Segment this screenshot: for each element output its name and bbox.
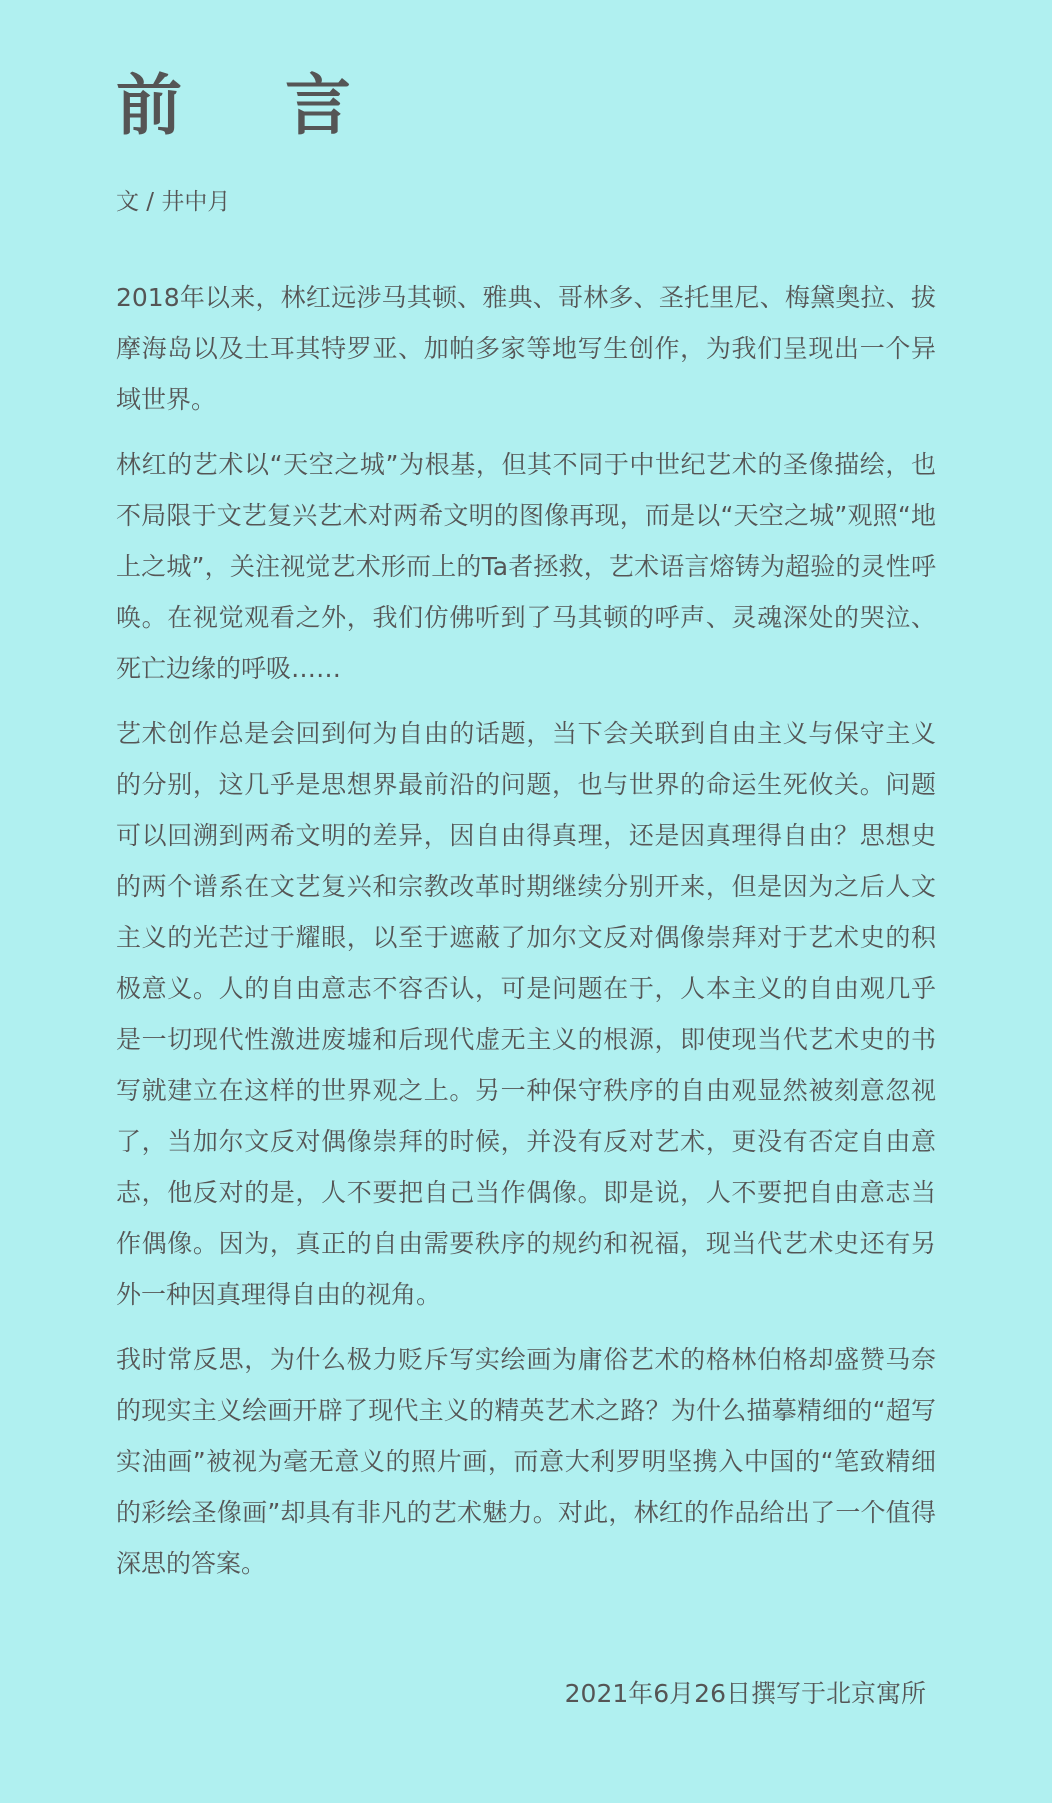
paragraph-1: 2018年以来，林红远涉马其顿、雅典、哥林多、圣托里尼、梅黛奥拉、拔摩海岛以及土耳其特罗亚、加帕多家等地写生创作，为我们呈现出一个异域世界。 — [116, 283, 936, 414]
paragraph-2: 林红的艺术以“天空之城”为根基，但其不同于中世纪艺术的圣像描绘，也不局限于文艺复兴艺术对两希文明的图像再现，而是以“天空之城”观照“地上之城”，关注视觉艺术形而上的Ta者拯救，艺术语言熔铸为超验的灵性呼唤。在视觉观看之外，我们仿佛听到了马其顿的呼声、灵魂深处的哭泣、死亡边缘的呼吸…… — [116, 450, 936, 683]
page-title: 前 言 — [116, 67, 391, 144]
paragraph-4: 我时常反思，为什么极力贬斥写实绘画为庸俗艺术的格林伯格却盛赞马奈的现实主义绘画开辟了现代主义的精英艺术之路？为什么描摹精细的“超写实油画”被视为毫无意义的照片画，而意大利罗明坚携入中国的“笔致精细的彩绘圣像画”却具有非凡的艺术魅力。对此，林红的作品给出了一个值得深思的答案。 — [116, 1345, 936, 1578]
article-body — [116, 272, 936, 1603]
date-signature: 2021年6月26日撰写于北京寓所 — [564, 1679, 926, 1708]
paragraph-3: 艺术创作总是会回到何为自由的话题，当下会关联到自由主义与保守主义的分别，这几乎是思想界最前沿的问题，也与世界的命运生死攸关。问题可以回溯到两希文明的差异，因自由得真理，还是因真理得自由？思想史的两个谱系在文艺复兴和宗教改革时期继续分别开来，但是因为之后人文主义的光芒过于耀眼，以至于遮蔽了加尔文反对偶像崇拜对于艺术史的积极意义。人的自由意志不容否认，可是问题在于，人本主义的自由观几乎是一切现代性激进废墟和后现代虚无主义的根源，即使现当代艺术史的书写就建立在这样的世界观之上。另一种保守秩序的自由观显然被刻意忽视了，当加尔文反对偶像崇拜的时候，并没有反对艺术，更没有否定自由意志，他反对的是，人不要把自己当作偶像。即是说，人不要把自由意志当作偶像。因为，真正的自由需要秩序的规约和祝福，现当代艺术史还有另外一种因真理得自由的视角。 — [116, 719, 936, 1309]
author-byline: 文 / 井中月 — [116, 189, 231, 215]
